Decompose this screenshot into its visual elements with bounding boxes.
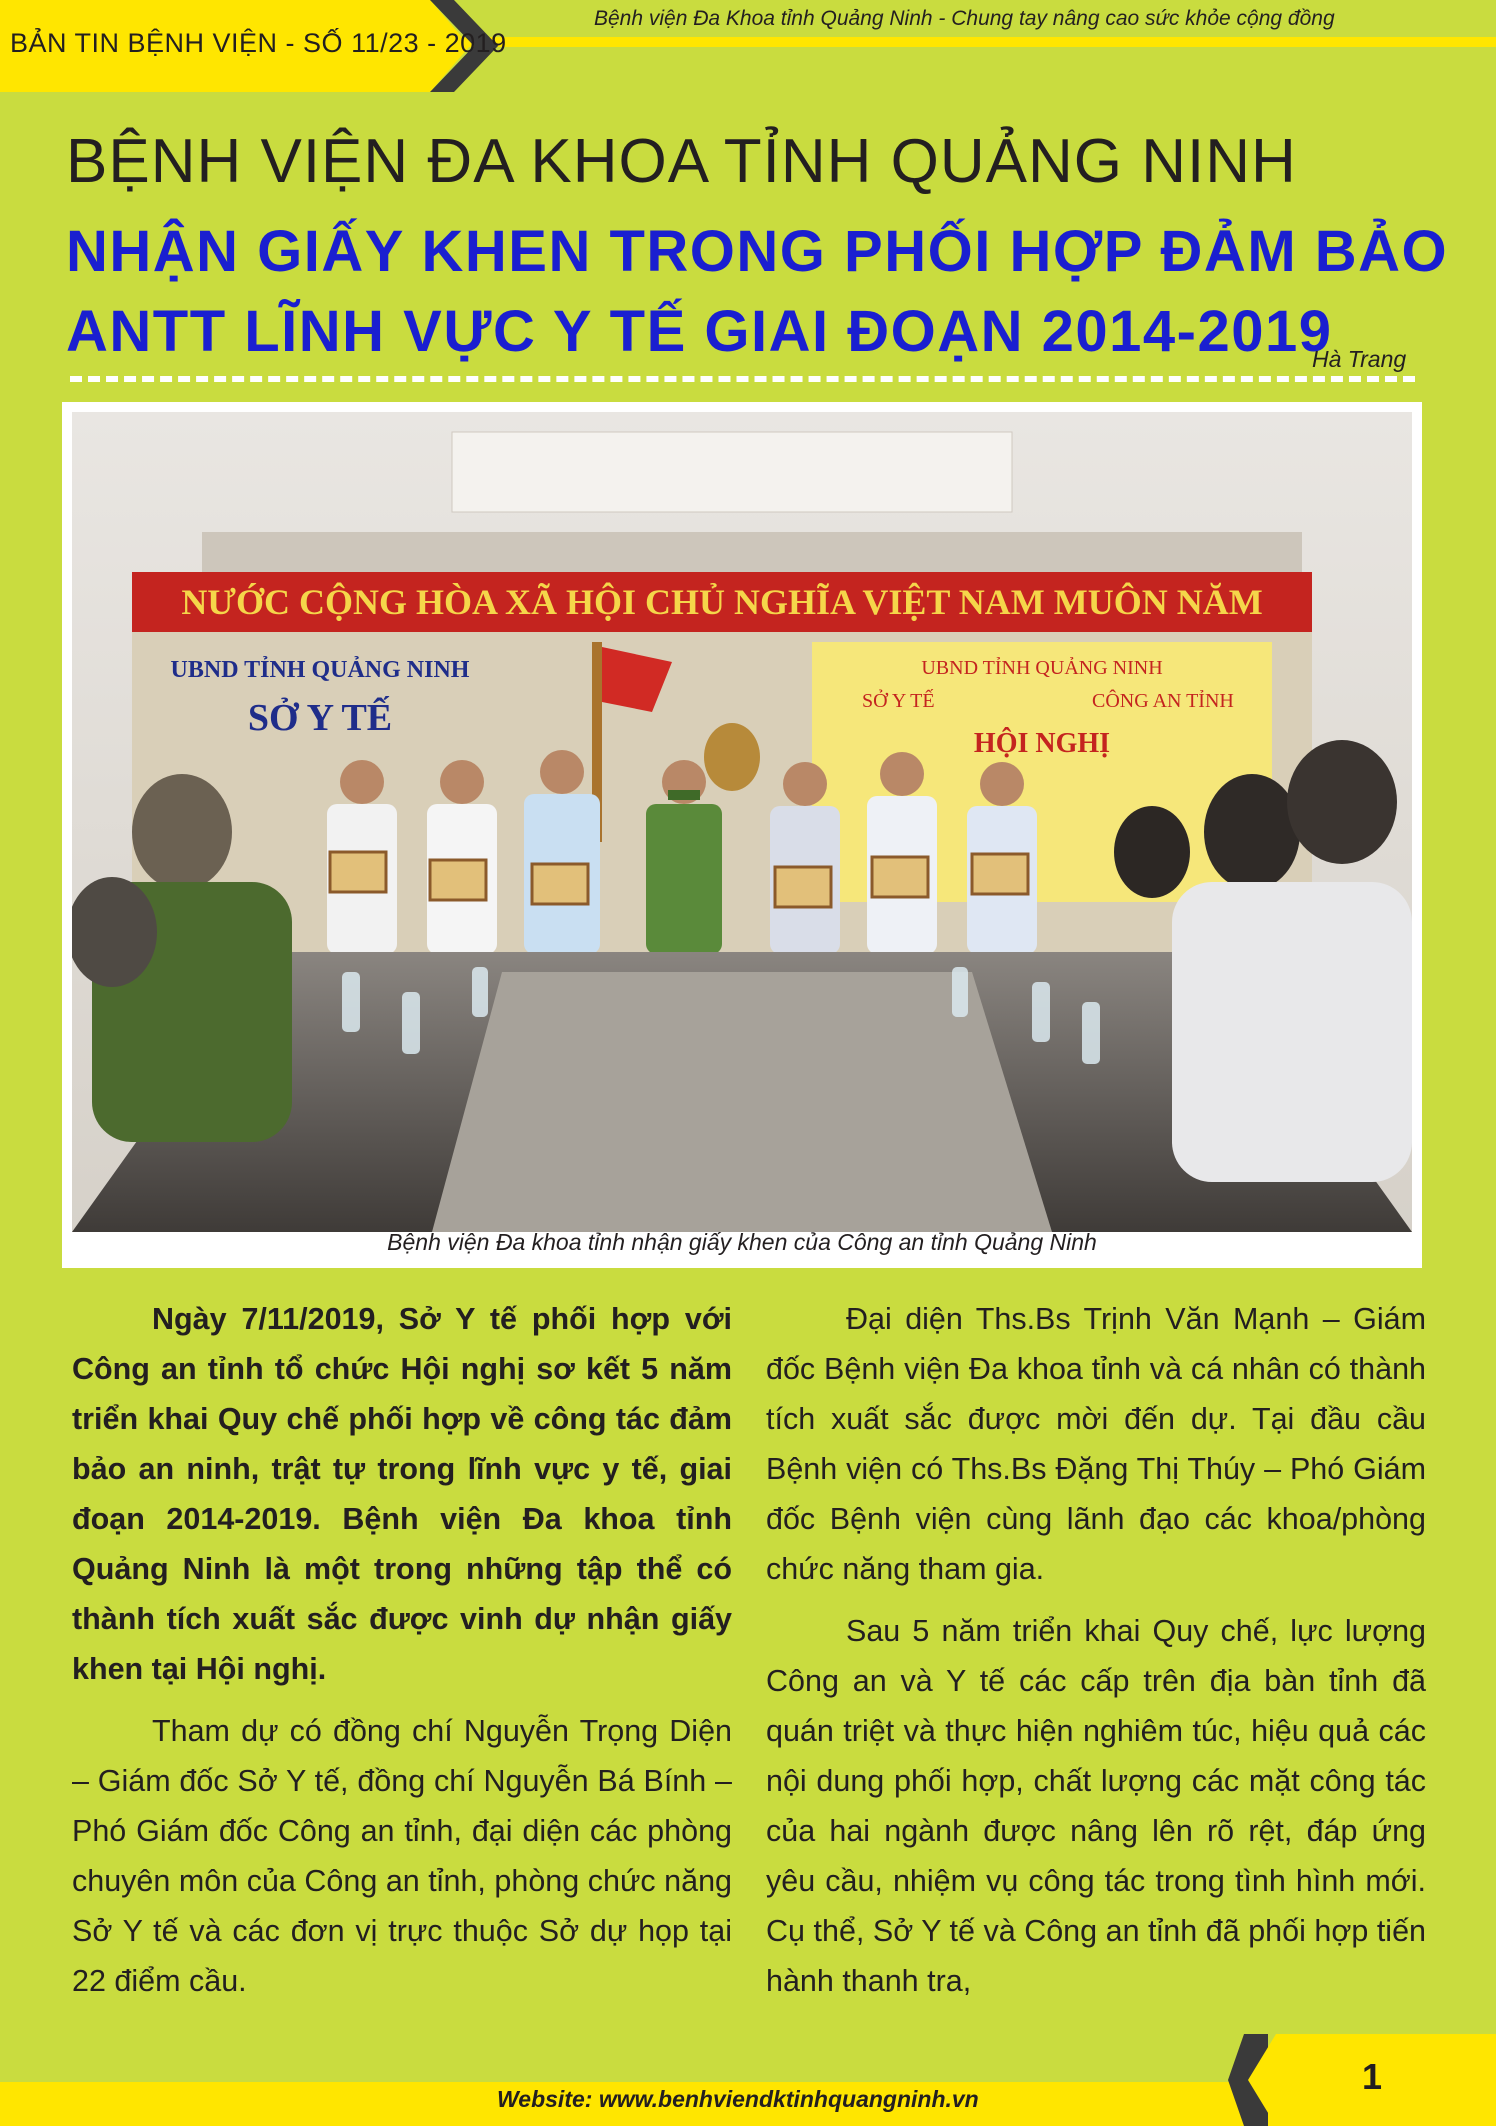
website-link[interactable]: Website: www.benhviendktinhquangninh.vn: [497, 2086, 979, 2112]
author-name: Hà Trang: [1312, 346, 1407, 372]
lead-paragraph: Ngày 7/11/2019, Sở Y tế phối hợp với Công an tỉnh tổ chức Hội nghị sơ kết 5 năm triển khai Quy chế phối hợp về công tác đảm bảo an ninh, trật tự trong lĩnh vực y tế, giai đoạn 2014-2019. Bệnh viện Đa khoa tỉnh Quảng Ninh là một trong những tập thể có thành tích xuất sắc được vinh dự nhận giấy khen tại Hội nghị.: [72, 1302, 732, 1686]
meeting-photo: [72, 412, 1412, 1232]
board-line-1: UBND TỈNH QUẢNG NINH: [921, 657, 1163, 679]
photo-figure: [62, 402, 1422, 1268]
sign-line-1: UBND TỈNH QUẢNG NINH: [170, 657, 470, 683]
board-title: HỘI NGHỊ: [973, 728, 1111, 759]
body-paragraph: Tham dự có đồng chí Nguyễn Trọng Diện – Giám đốc Sở Y tế, đồng chí Nguyễn Bá Bính – Phó Giám đốc Công an tỉnh, đại diện các phòng chuyên môn của Công an tỉnh, phòng chức năng Sở Y tế và các đơn vị trực thuộc Sở dự họp tại 22 điểm cầu.: [72, 1714, 732, 1998]
ceiling-light-panel: [452, 432, 1012, 512]
dashed-divider: [70, 376, 1415, 382]
wall-trim: [202, 532, 1302, 572]
right-column: [766, 1294, 1426, 2006]
issue-label: BẢN TIN BỆNH VIỆN - SỐ 11/23 - 2019: [10, 28, 507, 58]
board-right: CÔNG AN TỈNH: [1092, 690, 1234, 712]
body-paragraph: Sau 5 năm triển khai Quy chế, lực lượng Công an và Y tế các cấp trên địa bàn tỉnh đã quán triệt và thực hiện nghiêm túc, hiệu quả các nội dung phối hợp, chất lượng các mặt công tác của hai ngành được nâng lên rõ rệt, đáp ứng yêu cầu, nhiệm vụ công tác trong tình hình mới. Cụ thể, Sở Y tế và Công an tỉnh đã phối hợp tiến hành thanh tra,: [766, 1614, 1426, 1998]
header-tagline: Bệnh viện Đa Khoa tỉnh Quảng Ninh - Chung tay nâng cao sức khỏe cộng đồng: [594, 7, 1335, 30]
bust-statue: [704, 723, 760, 791]
page-number: 1: [1362, 2056, 1383, 2097]
left-column: [72, 1294, 732, 2006]
headline-primary: BỆNH VIỆN ĐA KHOA TỈNH QUẢNG NINH: [66, 127, 1297, 196]
headline-secondary: NHẬN GIẤY KHEN TRONG PHỐI HỢP ĐẢM BẢO ANTT LĨNH VỰC Y TẾ GIAI ĐOẠN 2014-2019: [66, 219, 1449, 364]
board-left: SỞ Y TẾ: [862, 690, 935, 712]
banner-text: NƯỚC CỘNG HÒA XÃ HỘI CHỦ NGHĨA VIỆT NAM MUÔN NĂM: [181, 582, 1263, 622]
sign-line-2: SỞ Y TẾ: [247, 697, 393, 739]
photo-caption: Bệnh viện Đa khoa tỉnh nhận giấy khen của Công an tỉnh Quảng Ninh: [387, 1229, 1097, 1255]
body-paragraph: Đại diện Ths.Bs Trịnh Văn Mạnh – Giám đốc Bệnh viện Đa khoa tỉnh và cá nhân có thành tích xuất sắc được mời đến dự. Tại đầu cầu Bệnh viện có Ths.Bs Đặng Thị Thúy – Phó Giám đốc Bệnh viện cùng lãnh đạo các khoa/phòng chức năng tham gia.: [766, 1302, 1426, 1586]
